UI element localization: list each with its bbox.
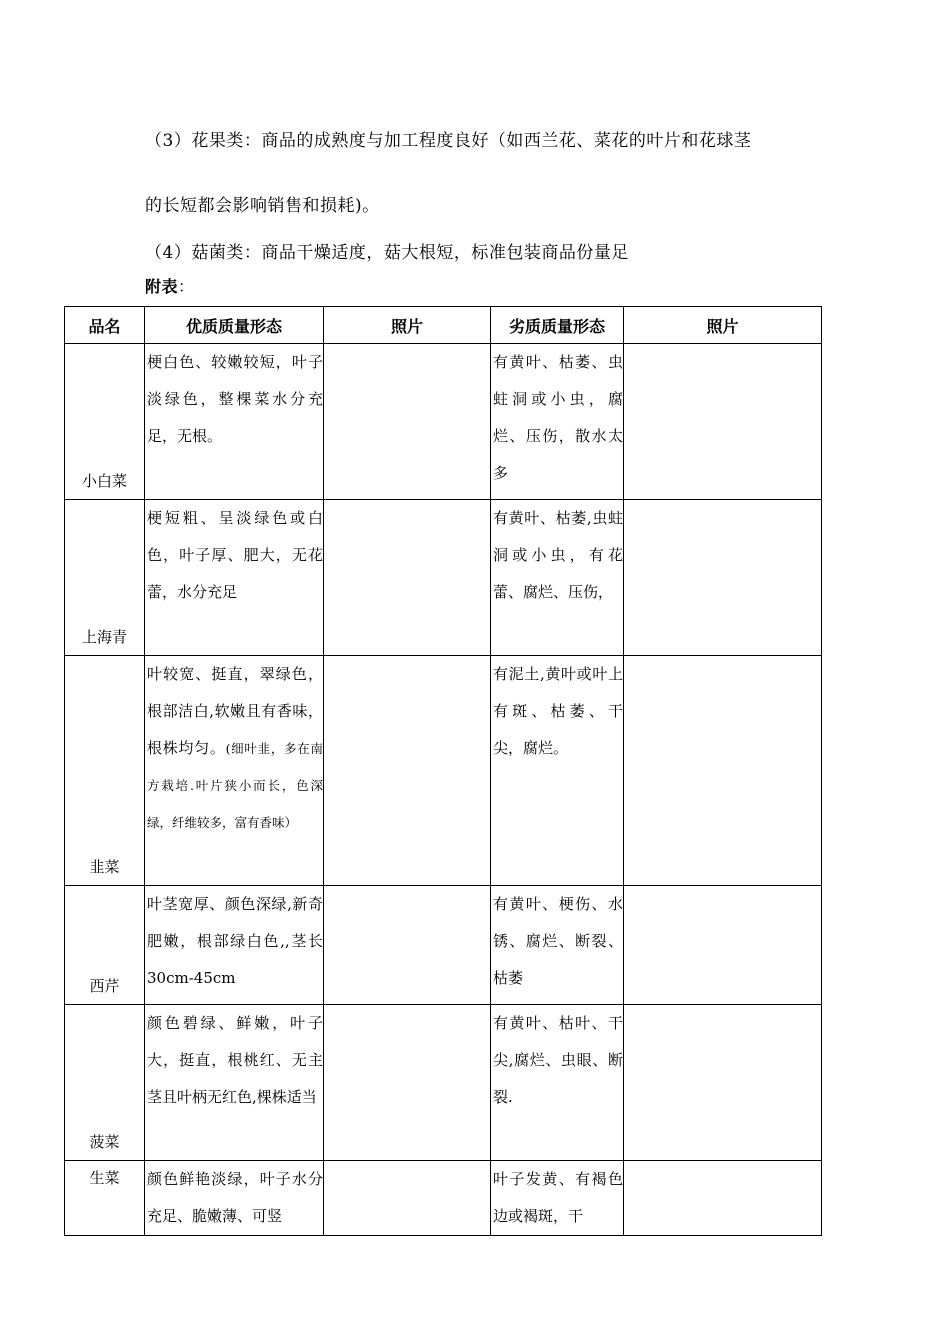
photo-cell: [324, 344, 491, 500]
good-description-main: 叶较宽、挺直，翠绿色，根部洁白,软嫩且有香味，根株均匀。: [147, 665, 323, 757]
good-description: 梗白色、较嫩较短，叶子淡绿色，整棵菜水分充足，无根。: [145, 344, 324, 500]
header-good-quality: 优质质量形态: [145, 307, 324, 344]
product-name: 韭菜: [65, 656, 145, 886]
table-row: [65, 500, 822, 656]
bad-description: 有黄叶、枯萎,虫蛀洞或小虫，有花蕾、腐烂、压伤，: [491, 500, 624, 656]
photo-cell: [624, 886, 822, 1005]
appendix-heading: [145, 274, 195, 297]
good-description: 颜色鲜艳淡绿，叶子水分充足、脆嫩薄、可竖: [145, 1161, 324, 1236]
header-bad-quality: 劣质质量形态: [491, 307, 624, 344]
photo-cell: [624, 1161, 822, 1236]
good-description: [145, 656, 324, 886]
paragraph-fruit-flower: （3）花果类：商品的成熟度与加工程度良好（如西兰花、菜花的叶片和花球茎: [145, 131, 752, 151]
good-description: 梗短粗、呈淡绿色或白色，叶子厚、肥大，无花蕾，水分充足: [145, 500, 324, 656]
good-description-note: (细叶韭，多在南方栽培.叶片狭小而长，色深绿，纤维较多，富有香味）: [147, 741, 323, 830]
header-photo-good: 照片: [324, 307, 491, 344]
product-name: 生菜: [65, 1161, 145, 1236]
table-row: [65, 1005, 822, 1161]
paragraph-fruit-flower-cont: 的长短都会影响销售和损耗)。: [145, 196, 380, 216]
bad-description: 有黄叶、枯萎、虫蛀洞或小虫，腐烂、压伤，散水太多: [491, 344, 624, 500]
table-row: [65, 1161, 822, 1236]
photo-cell: [624, 656, 822, 886]
table-row: [65, 886, 822, 1005]
header-photo-bad: 照片: [624, 307, 822, 344]
photo-cell: [324, 656, 491, 886]
product-name: 上海青: [65, 500, 145, 656]
photo-cell: [324, 1005, 491, 1161]
appendix-colon: ：: [178, 277, 195, 296]
header-name: 品名: [65, 307, 145, 344]
bad-description: 叶子发黄、有褐色边或褐斑，干: [491, 1161, 624, 1236]
good-description: 叶茎宽厚、颜色深绿,新奇肥嫩，根部绿白色,,茎长30cm-45cm: [145, 886, 324, 1005]
photo-cell: [624, 500, 822, 656]
bad-description: 有泥土,黄叶或叶上有斑、枯萎、干尖，腐烂。: [491, 656, 624, 886]
paragraph-mushroom: （4）菇菌类：商品干燥适度，菇大根短，标准包装商品份量足: [145, 243, 629, 263]
product-name: 小白菜: [65, 344, 145, 500]
product-name: 西芹: [65, 886, 145, 1005]
photo-cell: [624, 344, 822, 500]
bad-description: 有黄叶、梗伤、水锈、腐烂、断裂、枯萎: [491, 886, 624, 1005]
quality-table: [64, 306, 822, 1236]
photo-cell: [624, 1005, 822, 1161]
photo-cell: [324, 886, 491, 1005]
table-row: [65, 656, 822, 886]
table-row: [65, 344, 822, 500]
appendix-label: 附表: [145, 277, 179, 296]
photo-cell: [324, 500, 491, 656]
bad-description: 有黄叶、枯叶、干尖,腐烂、虫眼、断裂.: [491, 1005, 624, 1161]
good-description: 颜色碧绿、鲜嫩，叶子大，挺直，根桃红、无主茎且叶柄无红色,棵株适当: [145, 1005, 324, 1161]
photo-cell: [324, 1161, 491, 1236]
table-header-row: [65, 307, 822, 344]
product-name: 菠菜: [65, 1005, 145, 1161]
